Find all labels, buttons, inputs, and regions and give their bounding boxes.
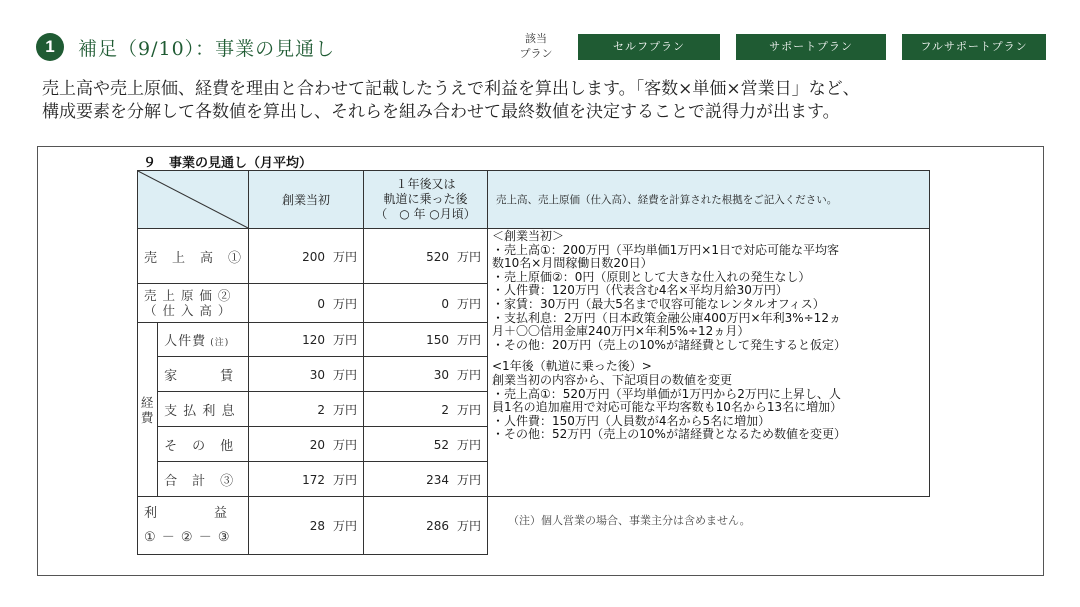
expenses-label [138,395,157,425]
unit: 万円 [456,402,481,417]
total-start-value [249,462,364,497]
unit: 万円 [332,472,357,487]
unit: 万円 [456,333,481,347]
rent-after: 30 [433,367,449,382]
basis-line: ・その他：20万円（売上の10%が諸経費として発生すると仮定） [492,337,846,352]
row-label-cost-line2: （ 仕 入 高 ） [144,303,232,318]
sales-after: 520 [426,249,449,264]
unit: 万円 [332,296,357,311]
unit: 万円 [332,519,357,533]
rent-start: 30 [309,367,325,382]
basis-line: ・家賃：30万円（最大5名まで収容可能なレンタルオフィス） [492,296,825,311]
other-start-value [249,427,364,462]
cost-start: 0 [317,296,325,311]
row-label-profit-line1: 利 益 [144,505,229,521]
description [42,78,1042,124]
basis-line: ＜創業当初＞ [492,229,565,243]
unit: 万円 [332,333,357,347]
description-line1: 売上高や売上原価、経費を理由と合わせて記載したうえで利益を算出します。「客数×単価×営業日」など、 [42,79,860,99]
rent-after-value [364,357,488,392]
other-after-value [364,427,488,462]
diagonal-header-cell [138,171,249,229]
personnel-start: 120 [302,333,325,347]
col-header-after-line3: （ ○ 年 ○月頃） [375,207,476,221]
section-title: 補足（9/10）：事業の見通し [78,38,336,60]
unit: 万円 [332,367,357,382]
other-after: 52 [433,437,449,452]
cost-after-value [364,284,488,323]
profit-after: 286 [426,519,449,533]
basis-line: ・支払利息：2万円（日本政策金融公庫400万円×年利3%÷12ヵ [492,310,841,325]
plan-label [516,31,556,61]
personnel-after-value [364,323,488,357]
unit: 万円 [332,437,357,452]
row-label-cost-line1: 売 上 原 価 ② [144,288,232,303]
expenses-char: 費 [140,409,155,425]
diagonal-line [138,171,248,228]
unit: 万円 [456,296,481,311]
basis-line: 創業当初の内容から、下記項目の数値を変更 [492,372,733,387]
basis-line: ・その他：52万円（売上の10%が諸経費となるため数値を変更） [492,427,846,442]
row-label-sales: 売 上 高 ① [138,229,249,284]
unit: 万円 [456,437,481,452]
sales-after-value [364,229,488,284]
row-label-other: そ の 他 [158,427,249,462]
col-header-after-line1: １年後又は [395,177,456,191]
rent-start-value [249,357,364,392]
row-label-expenses [138,323,158,497]
business-outlook-table [137,170,930,555]
col-header-basis: 売上高、売上原価（仕入高）、経費を計算された根拠をご記入ください。 [488,171,930,229]
row-label-rent: 家 賃 [158,357,249,392]
section-number-badge: 1 [36,33,64,61]
basis-line: 員1名の追加雇用で対応可能な平均客数も10名から13名に増加） [492,400,843,415]
basis-lines [492,230,925,442]
other-start: 20 [309,437,325,452]
basis-line: ・人件費：150万円（人員数が4名から5名に増加） [492,413,771,428]
unit: 万円 [456,249,481,264]
table-footnote: （注）個人営業の場合、事業主分は含めません。 [508,514,751,527]
cost-start-value [249,284,364,323]
profit-after-value [364,497,488,555]
interest-after: 2 [441,402,449,417]
row-label-personnel [158,323,249,357]
row-label-profit [138,497,249,555]
basis-line: ・売上原価②：0円（原則として大きな仕入れの発生なし） [492,269,811,284]
basis-cell [488,229,930,497]
basis-line: ・売上高①：520万円（平均単価が1万円から2万円に上昇し、人 [492,386,841,401]
col-header-after [364,171,488,229]
profit-start-value [249,497,364,555]
unit: 万円 [332,249,357,264]
personnel-label: 人件費 [164,334,207,349]
row-label-cost [138,284,249,323]
personnel-start-value [249,323,364,357]
plan-label-line2: プラン [519,47,553,60]
row-label-interest: 支 払 利 息 [158,392,249,427]
col-header-start: 創業当初 [249,171,364,229]
row-label-total: 合 計 ③ [158,462,249,497]
cost-after: 0 [441,296,449,311]
personnel-note: (注) [210,338,230,348]
expenses-char: 経 [140,394,155,410]
unit: 万円 [332,402,357,417]
col-header-after-line2: 軌道に乗った後 [383,192,468,206]
basis-line: <1年後（軌道に乗った後）> [492,359,652,374]
plan-button-self[interactable]: セルフプラン [578,34,720,60]
unit: 万円 [456,519,481,533]
plan-label-line1: 該当 [525,32,547,45]
unit: 万円 [456,472,481,487]
basis-line: 月＋〇〇信用金庫240万円×年利5%÷12ヵ月） [492,324,750,339]
basis-line: ・人件費：120万円（代表含む4名×平均月給30万円） [492,283,788,298]
basis-line: 数10名×月間稼働日数20日） [492,256,653,271]
interest-start: 2 [317,402,325,417]
total-start: 172 [302,472,325,487]
interest-after-value [364,392,488,427]
profit-start: 28 [309,519,325,533]
row-label-profit-line2: ① － ② － ③ [144,529,231,545]
unit: 万円 [456,367,481,382]
personnel-after: 150 [426,333,449,347]
total-after: 234 [426,472,449,487]
total-after-value [364,462,488,497]
description-line2: 構成要素を分解して各数値を算出し、それらを組み合わせて最終数値を決定することで説得力が出ます。 [42,102,840,122]
interest-start-value [249,392,364,427]
table-title: ９ 事業の見通し（月平均） [143,156,313,171]
sales-start-value [249,229,364,284]
basis-line: ・売上高①：200万円（平均単価1万円×1日で対応可能な平均客 [492,242,839,257]
sales-start: 200 [302,249,325,264]
plan-button-support[interactable]: サポートプラン [736,34,886,60]
plan-button-full-support[interactable]: フルサポートプラン [902,34,1046,60]
section-header [36,31,1046,63]
